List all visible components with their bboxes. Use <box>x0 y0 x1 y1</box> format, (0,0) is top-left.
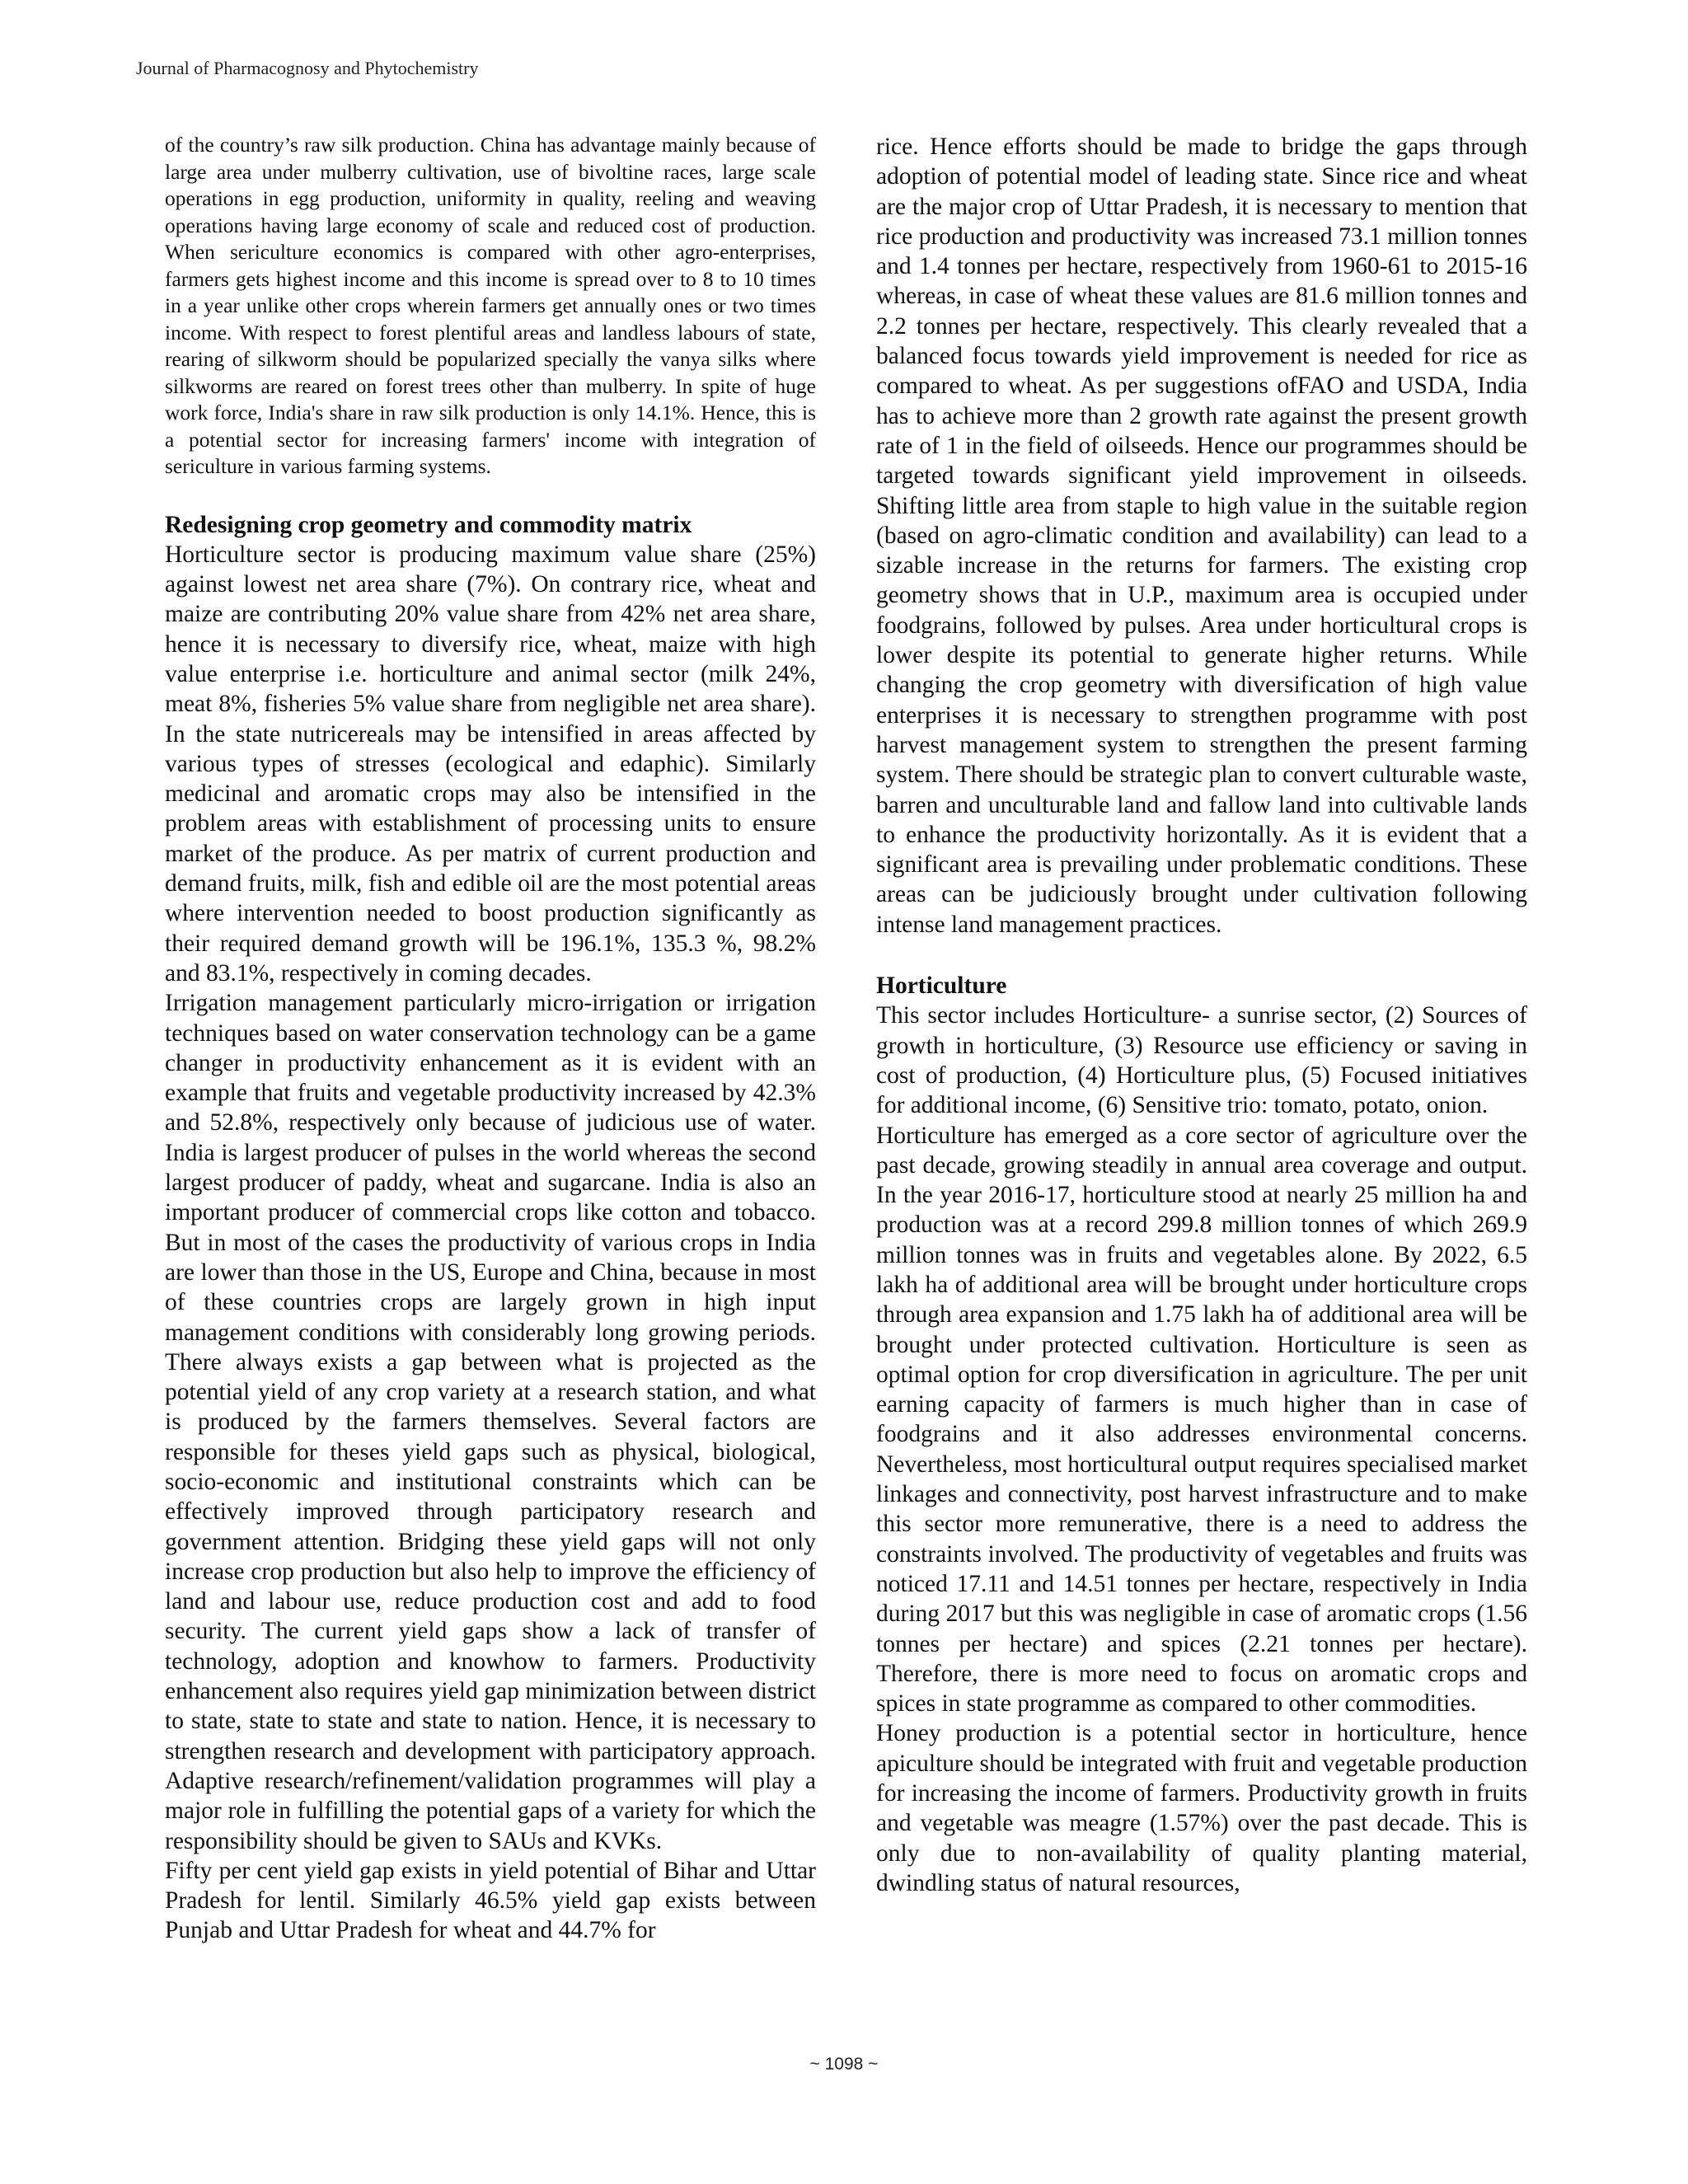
paragraph-rice-wheat: rice. Hence efforts should be made to bridge the gaps through adoption of potential model of leading state. Since rice and wheat are the major crop of Uttar Pradesh, it is necessary to mention that rice production and productivity was increased 73.1 million tonnes and 1.4 tonnes per hectare, respectively from 1960-61 to 2015-16 whereas, in case of wheat these values are 81.6 million tonnes and 2.2 tonnes per hectare, respectively. This clearly revealed that a balanced focus towards yield improvement is needed for rice as compared to wheat. As per suggestions ofFAO and USDA, India has to achieve more than 2 growth rate against the present growth rate of 1 in the field of oilseeds. Hence our programmes should be targeted towards significant yield improvement in oilseeds. Shifting little area from staple to high value in the suitable region (based on agro-climatic condition and availability) can lead to a sizable increase in the returns for farmers. The existing crop geometry shows that in U.P., maximum area is occupied under foodgrains, followed by pulses. Area under horticultural crops is lower despite its potential to generate higher returns. While changing the crop geometry with diversification of high value enterprises it is necessary to strengthen programme with post harvest management system to strengthen the present farming system. There should be strategic plan to convert culturable waste, barren and unculturable land and fallow land into cultivable lands to enhance the productivity horizontally. As it is evident that a significant area is prevailing under problematic conditions. These areas can be judiciously brought under cultivation following intense land management practices. <box>876 134 1527 938</box>
page-number: ~ 1098 ~ <box>809 2055 879 2074</box>
paragraph-horticulture-sector: This sector includes Horticulture- a sunrise sector, (2) Sources of growth in horticulture, (3) Resource use efficiency or saving in cost of production, (4) Horticulture plus, (5) Focused initiatives for additional income, (6) Sensitive trio: tomato, potato, onion. <box>876 1002 1595 1119</box>
paragraph-honey-production: Honey production is a potential sector in horticulture, hence apiculture should be integrated with fruit and vegetable production for increasing the income of farmers. Productivity growth in fruits and vegetable was meagre (1.57%) over the past decade. This is only due to non-availability of quality planting material, dwindling status of natural resources, <box>876 1720 1527 1896</box>
paragraph-horticulture-core: Horticulture has emerged as a core sector of agriculture over the past decade, growing steadily in annual area coverage and output. In the year 2016-17, horticulture stood at nearly 25 million ha and production was at a record 299.8 million tonnes of which 269.9 million tonnes was in fruits and vegetables alone. By 2022, 6.5 lakh ha of additional area will be brought under horticulture crops through area expansion and 1.75 lakh ha of additional area will be brought under protected cultivation. Horticulture is seen as optimal option for crop diversification in agriculture. The per unit earning capacity of farmers is much higher than in case of foodgrains and it also addresses environmental concerns. Nevertheless, most horticultural output requires specialised market linkages and connectivity, post harvest infrastructure and to make this sector more remunerative, there is a need to address the constraints involved. The productivity of vegetables and fruits was noticed 17.11 and 14.51 tonnes per hectare, respectively in India during 2017 but this was negligible in case of aromatic crops (1.56 tonnes per hectare) and spices (2.21 tonnes per hectare). Therefore, there is more need to focus on aromatic crops and spices in state programme as compared to other commodities. <box>876 1122 1527 1718</box>
section-heading-crop-geometry: Redesigning crop geometry and commodity matrix <box>165 511 692 538</box>
paragraph-yield-gap: Fifty per cent yield gap exists in yield potential of Bihar and Uttar Pradesh for lentil. Similarly 46.5% yield gap exists between Punjab and Uttar Pradesh for wheat and 44.7% for <box>165 1857 816 1944</box>
journal-header: Journal of Pharmacognosy and Phytochemistry <box>136 58 479 78</box>
left-column <box>165 132 816 1946</box>
paragraph-sericulture: of the country’s raw silk production. China has advantage mainly because of large area under mulberry cultivation, use of bivoltine races, large scale operations in egg production, uniformity in quality, reeling and weaving operations having large economy of scale and reduced cost of production. When sericulture economics is compared with other agro-enterprises, farmers gets highest income and this income is spread over to 8 to 10 times in a year unlike other crops wherein farmers get annually ones or two times income. With respect to forest plentiful areas and landless labours of state, rearing of silkworm should be popularized specially the vanya silks where silkworms are reared on forest trees other than mulberry. In spite of huge work force, India's share in raw silk production is only 14.1%. Hence, this is a potential sector for increasing farmers' income with integration of sericulture in various farming systems. <box>165 133 816 478</box>
right-column <box>876 132 1595 1898</box>
paragraph-irrigation: Irrigation management particularly micro-irrigation or irrigation techniques based on water conservation technology can be a game changer in productivity enhancement as it is evident with an example that fruits and vegetable productivity increased by 42.3% and 52.8%, respectively only because of judicious use of water. India is largest producer of pulses in the world whereas the second largest producer of paddy, wheat and sugarcane. India is also an important producer of commercial crops like cotton and tobacco. But in most of the cases the productivity of various crops in India are lower than those in the US, Europe and China, because in most of these countries crops are largely grown in high input management conditions with considerably long growing periods. There always exists a gap between what is projected as the potential yield of any crop variety at a research station, and what is produced by the farmers themselves. Several factors are responsible for theses yield gaps such as physical, biological, socio-economic and institutional constraints which can be effectively improved through participatory research and government attention. Bridging these yield gaps will not only increase crop production but also help to improve the efficiency of land and labour use, reduce production cost and add to food security. The current yield gaps show a lack of transfer of technology, adoption and knowhow to farmers. Productivity enhancement also requires yield gap minimization between district to state, state to state and state to nation. Hence, it is necessary to strengthen research and development with participatory approach. Adaptive research/refinement/validation programmes will play a major role in fulfilling the potential gaps of a variety for which the responsibility should be given to SAUs and KVKs. <box>165 990 816 1854</box>
section-heading-horticulture: Horticulture <box>876 972 1007 1000</box>
paragraph-horticulture-value-share: Horticulture sector is producing maximum value share (25%) against lowest net area share (7%). On contrary rice, wheat and maize are contributing 20% value share from 42% net area share, hence it is necessary to diversify rice, wheat, maize with high value enterprise i.e. horticulture and animal sector (milk 24%, meat 8%, fisheries 5% value share from negligible net area share). In the state nutricereals may be intensified in areas affected by various types of stresses (ecological and edaphic). Similarly medicinal and aromatic crops may also be intensified in the problem areas with establishment of processing units to ensure market of the produce. As per matrix of current production and demand fruits, milk, fish and edible oil are the most potential areas where intervention needed to boost production significantly as their required demand growth will be 196.1%, 135.3 %, 98.2% and 83.1%, respectively in coming decades. <box>165 541 816 987</box>
